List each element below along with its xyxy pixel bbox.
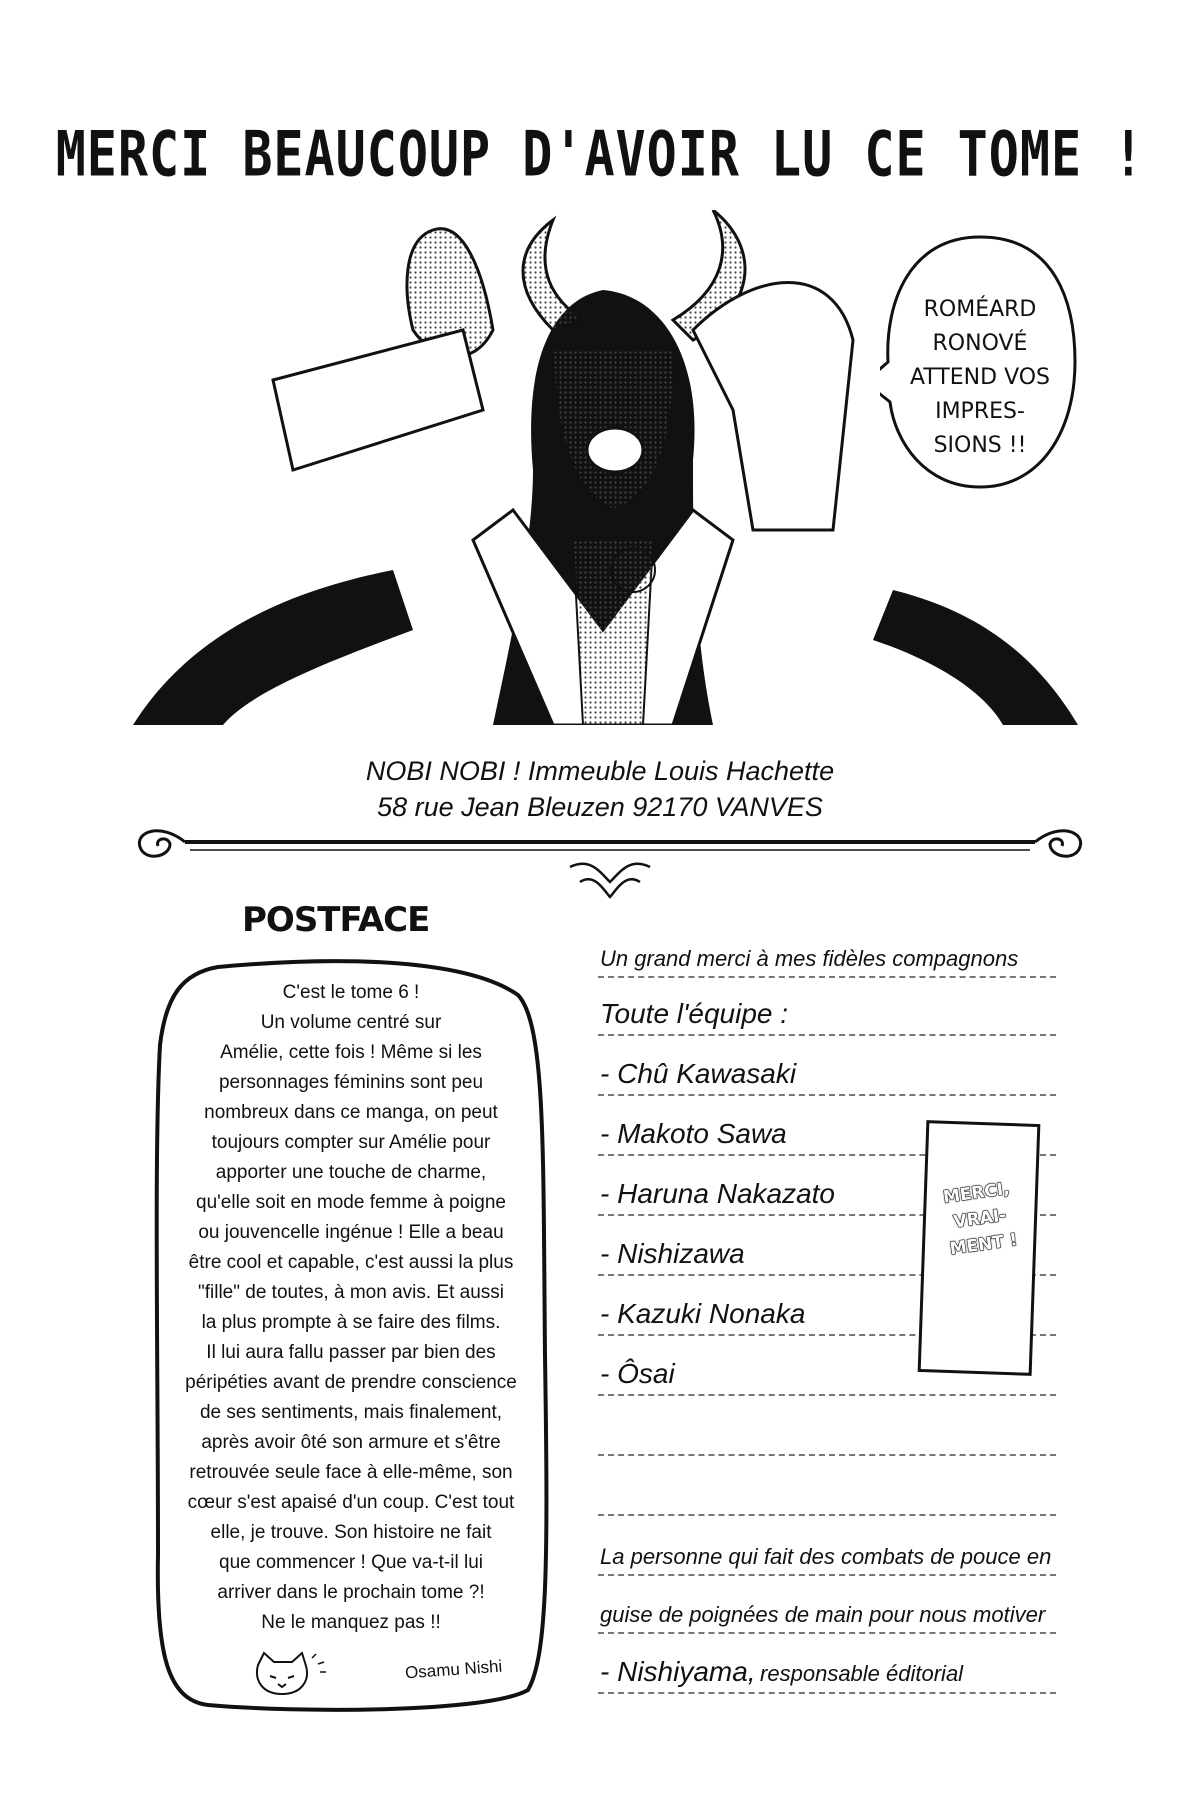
- thanks-intro-row: [598, 918, 1056, 978]
- editor-description: La personne qui fait des combats de pouce en: [600, 1544, 1052, 1569]
- empty-row: [598, 1396, 1056, 1456]
- postface-line: Amélie, cette fois ! Même si les: [220, 1042, 482, 1063]
- postface-line: Ne le manquez pas !!: [261, 1612, 441, 1633]
- postface-line: personnages féminins sont peu: [218, 1072, 484, 1093]
- postface-line: de ses sentiments, mais finalement,: [199, 1402, 503, 1423]
- page-title: MERCI BEAUCOUP D'AVOIR LU CE TOME !: [55, 117, 1145, 191]
- stamp-line: VRAI-: [952, 1205, 1008, 1233]
- member-name: - Makoto Sawa: [600, 1118, 787, 1149]
- bubble-line: SIONS !!: [933, 433, 1027, 458]
- editor-description: guise de poignées de main pour nous motiver: [600, 1602, 1046, 1627]
- stamp-line: MENT !: [948, 1230, 1019, 1260]
- postface-line: ou jouvencelle ingénue ! Elle a beau: [198, 1222, 504, 1243]
- postface-line: après avoir ôté son armure et s'être: [201, 1432, 501, 1453]
- bubble-line: ATTEND VOS: [909, 365, 1051, 390]
- postface-line: cœur s'est apaisé d'un coup. C'est tout: [187, 1492, 515, 1513]
- member-name: - Kazuki Nonaka: [600, 1298, 806, 1329]
- member-name: - Haruna Nakazato: [600, 1178, 836, 1209]
- postface-line: arriver dans le prochain tome ?!: [217, 1582, 485, 1603]
- bubble-line: IMPRES-: [935, 399, 1025, 424]
- editor-role: responsable éditorial: [760, 1661, 964, 1686]
- editor-row-1: [598, 1516, 1056, 1576]
- postface-line: nombreux dans ce manga, on peut: [204, 1102, 498, 1123]
- editor-name: - Nishiyama,: [600, 1656, 756, 1687]
- postface-text: [155, 978, 547, 1638]
- author-signature: Osamu Nishi: [404, 1656, 503, 1683]
- empty-row: [598, 1456, 1056, 1516]
- stamp-line: MERCI,: [941, 1178, 1011, 1208]
- postface-line: elle, je trouve. Son histoire ne fait: [210, 1522, 492, 1543]
- postface-line: apporter une touche de charme,: [215, 1162, 487, 1183]
- address-line-1: NOBI NOBI ! Immeuble Louis Hachette: [365, 756, 835, 786]
- postface-line: toujours compter sur Amélie pour: [211, 1132, 491, 1153]
- postface-line: retrouvée seule face à elle-même, son: [189, 1462, 513, 1483]
- postface-line: la plus prompte à se faire des films.: [201, 1312, 501, 1333]
- postface-line: Un volume centré sur: [260, 1012, 442, 1033]
- editor-row-3: [598, 1634, 1056, 1694]
- postface-line: être cool et capable, c'est aussi la plus: [188, 1252, 514, 1273]
- thanks-intro: Un grand merci à mes fidèles compagnons: [600, 946, 1019, 971]
- postface-line: Il lui aura fallu passer par bien des: [206, 1342, 496, 1363]
- postface-line: péripéties avant de prendre conscience: [185, 1372, 517, 1393]
- team-label-row: [598, 976, 1056, 1036]
- postface-line: "fille" de toutes, à mon avis. Et aussi: [197, 1282, 505, 1303]
- list-item: [598, 1036, 1056, 1096]
- postface-line: qu'elle soit en mode femme à poigne: [196, 1192, 506, 1213]
- team-label: Toute l'équipe :: [600, 998, 789, 1029]
- postface-line: que commencer ! Que va-t-il lui: [219, 1552, 483, 1573]
- speech-bubble-text: [888, 293, 1072, 463]
- member-name: - Chû Kawasaki: [600, 1058, 797, 1089]
- thanks-stamp-text: [920, 1173, 1040, 1266]
- postface-title: POSTFACE: [242, 900, 430, 940]
- address-line-2: 58 rue Jean Bleuzen 92170 VANVES: [377, 792, 823, 822]
- cat-doodle-icon: [250, 1650, 330, 1700]
- member-name: - Ôsai: [600, 1358, 675, 1389]
- bubble-line: RONOVÉ: [932, 331, 1028, 356]
- editor-row-2: [598, 1574, 1056, 1634]
- postface-line: C'est le tome 6 !: [282, 982, 420, 1003]
- ornamental-divider: [130, 812, 1090, 902]
- bubble-line: ROMÉARD: [923, 297, 1037, 322]
- member-name: - Nishizawa: [600, 1238, 745, 1269]
